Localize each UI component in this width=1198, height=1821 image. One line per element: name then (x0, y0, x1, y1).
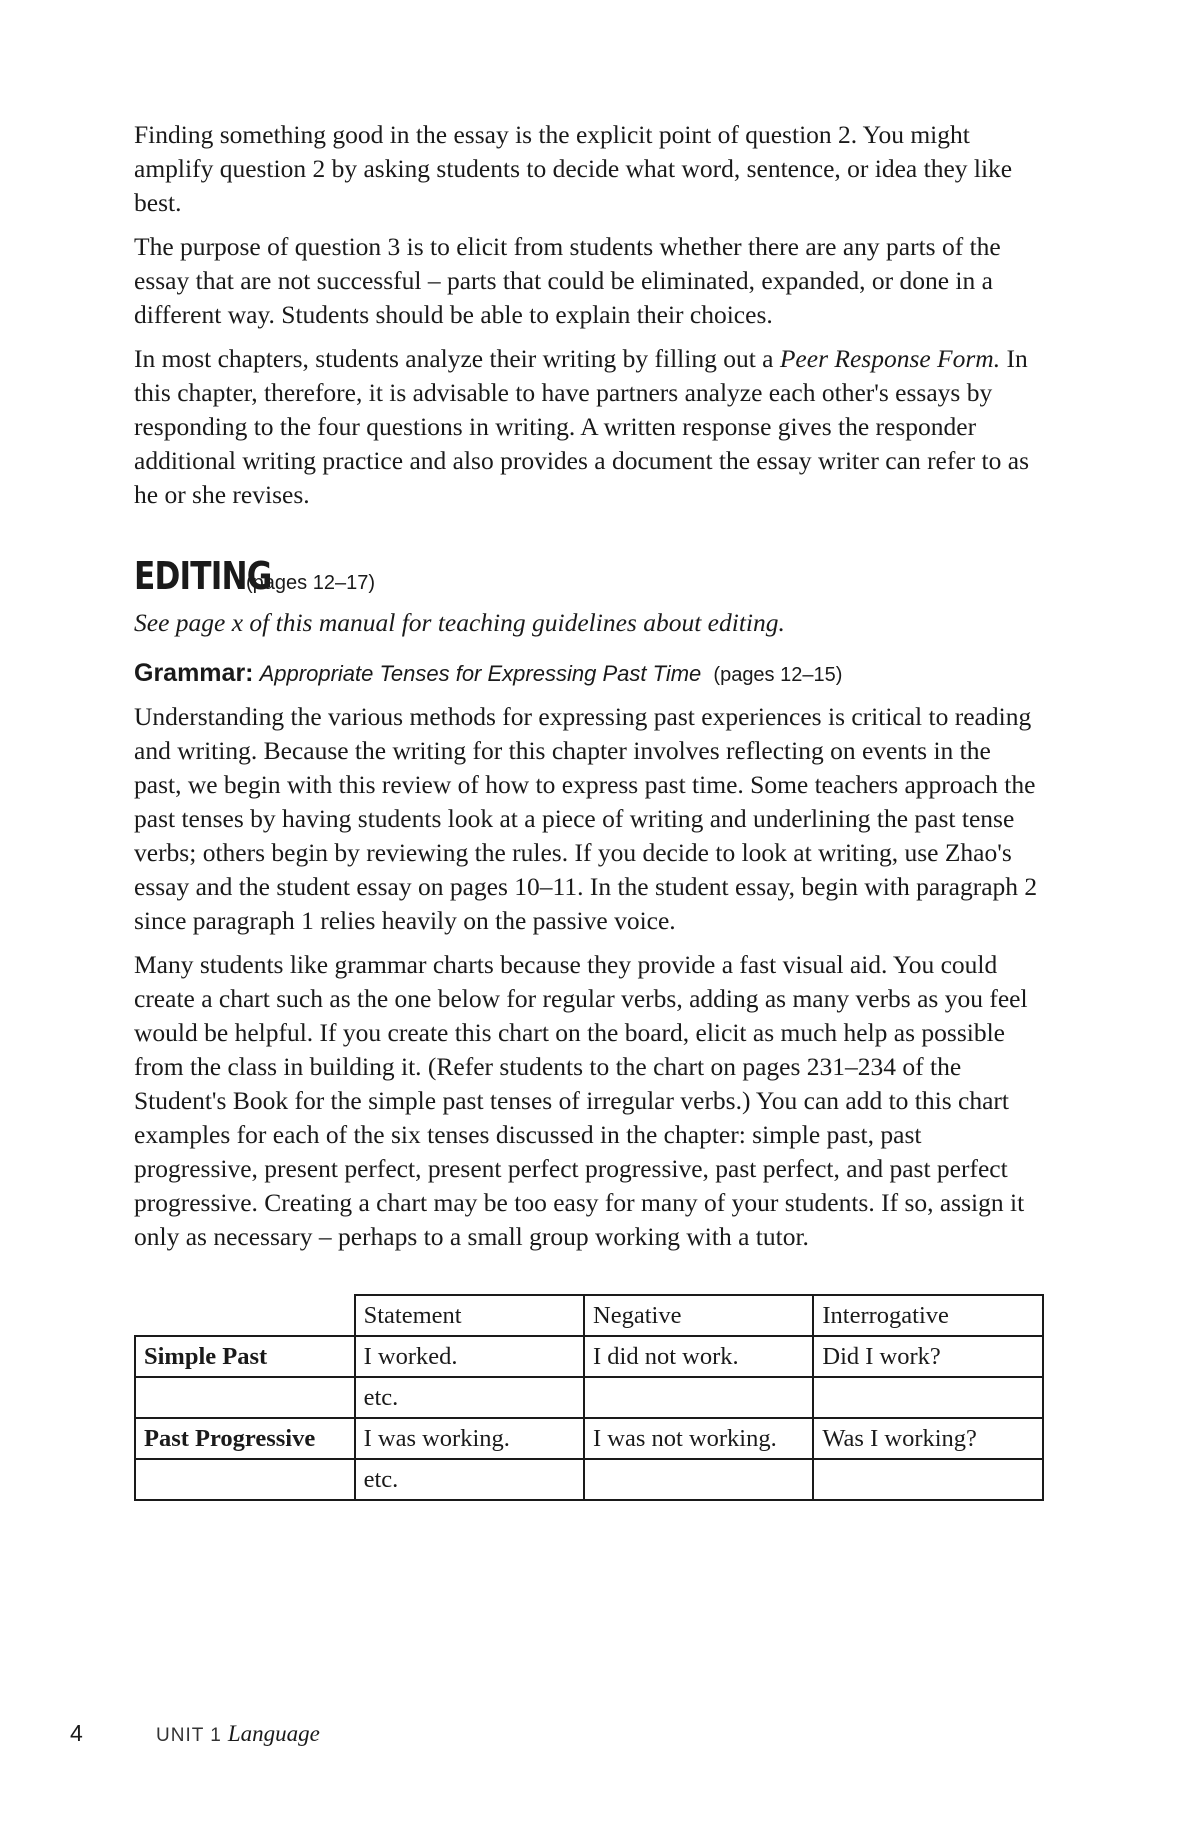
table-row (135, 1459, 1043, 1500)
peer-text-before: In most chapters, students analyze their writing by filling out a (134, 344, 780, 373)
header-negative: Negative (584, 1295, 813, 1336)
editing-note: See page x of this manual for teaching guidelines about editing. (134, 608, 785, 637)
page-number: 4 (70, 1720, 83, 1746)
paragraph-peer-response (134, 342, 1044, 512)
paragraph-grammar-charts: Many students like grammar charts because they provide a fast visual aid. You could create a chart such as the one below for regular verbs, adding as many verbs as you feel would be helpful. If you create this chart on the board, elicit as much help as possible from the class in building it. (Refer students to the chart on pages 231–234 of the Student's Book for the simple past tenses of irregular verbs.) You can add to this chart examples for each of the six tenses discussed in the chapter: simple past, past progressive, present perfect, present perfect progressive, past perfect, and past perfect progressive. Creating a chart may be too easy for many of your students. If so, assign it only as necessary – perhaps to a small group working with a tutor. (134, 950, 1028, 1251)
table-cell: I was not working. (584, 1418, 813, 1459)
peer-text-after: In this chapter, therefore, it is advisable to have partners analyze each other's essays by responding to the four questions in writing. A written response gives the responder additional writing practice and also provides a document the essay writer can refer to as he or she revises. (134, 344, 1030, 509)
editing-title: EDITING (134, 554, 272, 598)
paragraph-understanding: Understanding the various methods for expressing past experiences is critical to reading and writing. Because the writing for this chapter involves reflecting on events in the past, we begin with this review of how to express past time. Some teachers approach the past tenses by having students look at a piece of writing and underlining the past tense verbs; others begin by reviewing the rules. If you decide to look at writing, use Zhao's essay and the student essay on pages 10–11. In the student essay, begin with paragraph 2 since paragraph 1 relies heavily on the passive voice. (134, 702, 1038, 935)
editing-pages: (pages 12–17) (246, 572, 375, 594)
table-cell (584, 1377, 813, 1418)
page-body (134, 118, 1044, 1501)
row-label (135, 1459, 355, 1500)
table-cell: etc. (355, 1377, 584, 1418)
header-interrogative: Interrogative (813, 1295, 1043, 1336)
paragraph-question-2: Finding something good in the essay is the explicit point of question 2. You might amplify question 2 by asking students to decide what word, sentence, or idea they like best. (134, 120, 1013, 217)
table-cell: etc. (355, 1459, 584, 1500)
editing-heading (134, 554, 1044, 602)
page-footer (70, 1720, 320, 1747)
table-cell: I did not work. (584, 1336, 813, 1377)
peer-response-form-title: Peer Response Form. (779, 344, 1001, 373)
grammar-heading (134, 656, 1044, 692)
table-cell (813, 1459, 1043, 1500)
table-row (135, 1377, 1043, 1418)
grammar-title: Appropriate Tenses for Expressing Past Time (259, 661, 702, 686)
row-label (135, 1377, 355, 1418)
table-cell: I worked. (355, 1336, 584, 1377)
table-cell: Was I working? (813, 1418, 1043, 1459)
table-header-row (135, 1295, 1043, 1336)
header-statement: Statement (355, 1295, 584, 1336)
table-corner-cell (135, 1295, 355, 1336)
table-cell (584, 1459, 813, 1500)
row-label: Simple Past (135, 1336, 355, 1377)
table-cell (813, 1377, 1043, 1418)
grammar-pages: (pages 12–15) (713, 664, 843, 686)
grammar-label: Grammar: (134, 659, 254, 687)
table-row (135, 1336, 1043, 1377)
table-row (135, 1418, 1043, 1459)
unit-title: Language (227, 1721, 320, 1746)
table-cell: Did I work? (813, 1336, 1043, 1377)
table-cell: I was working. (355, 1418, 584, 1459)
unit-label: UNIT 1 (156, 1725, 222, 1746)
past-tense-table (134, 1294, 1044, 1501)
row-label: Past Progressive (135, 1418, 355, 1459)
paragraph-question-3: The purpose of question 3 is to elicit from students whether there are any parts of the essay that are not successful – parts that could be eliminated, expanded, or done in a different way. Students should be able to explain their choices. (134, 232, 1001, 329)
